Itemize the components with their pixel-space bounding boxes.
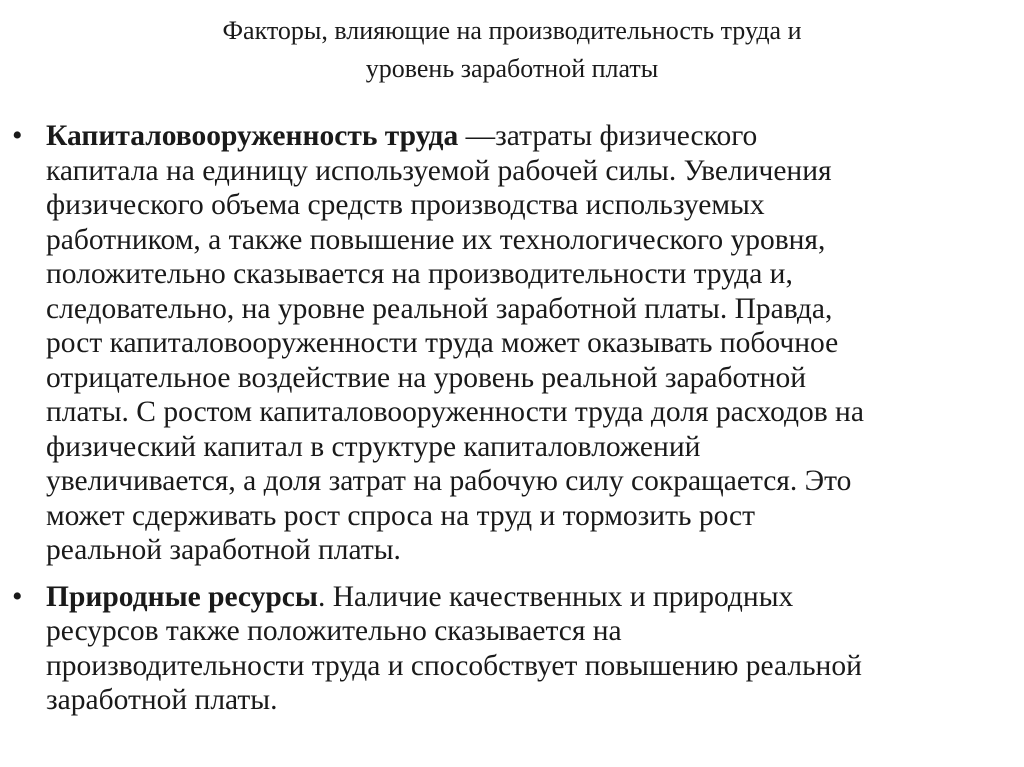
bullet-capital-labor-ratio [0,119,1024,568]
bullet-natural-resources [0,580,1024,718]
bullet-text-line: может сдерживать рост спроса на труд и тормозить рост [46,499,756,532]
bullet-list [0,119,1024,718]
bullet-text-line: ресурсов также положительно сказывается на [46,615,622,647]
bullet-text-line: рост капиталовооруженности труда может оказывать побочное [46,327,839,359]
bullet-text-line: производительности труда и способствует повышению реальной [46,649,862,682]
bullet-text-line: работником, а также повышение их технологического уровня, [46,223,826,256]
slide-title-line-1: Факторы, влияющие на производительность труда и [222,16,802,45]
bullet-text-line: отрицательное воздействие на уровень реальной заработной [46,361,807,394]
bullet-text-line: заработной платы. [46,684,278,716]
bullet-term: Природные ресурсы [46,580,318,613]
bullet-text-segment: . Наличие качественных и природных [317,580,794,613]
bullet-text-line: капитала на единицу используемой рабочей силы. Увеличения [46,154,832,187]
bullet-text-line: физический капитал в структуре капиталовложений [46,430,701,463]
slide-title-line-2: уровень заработной платы [365,54,659,83]
bullet-text-line: положительно сказывается на производительности труда и, [46,258,793,290]
slide-title [0,12,1024,88]
bullet-dot-icon: • [12,119,23,152]
bullet-text-line [46,580,1010,615]
bullet-text-line: реальной заработной платы. [46,534,401,566]
bullet-text-line: платы. С ростом капиталовооруженности труда доля расходов на [46,396,864,428]
bullet-text-line [46,119,1010,154]
bullet-text-line: физического объема средств производства используемых [46,189,765,221]
bullet-text-line: следовательно, на уровне реальной заработной платы. Правда, [46,292,833,325]
bullet-text-line: увеличивается, а доля затрат на рабочую силу сокращается. Это [46,465,852,497]
bullet-dot-icon: • [12,579,23,613]
bullet-term: Капиталовооруженность труда [46,120,459,152]
bullet-text-segment: —затраты физического [458,120,758,152]
